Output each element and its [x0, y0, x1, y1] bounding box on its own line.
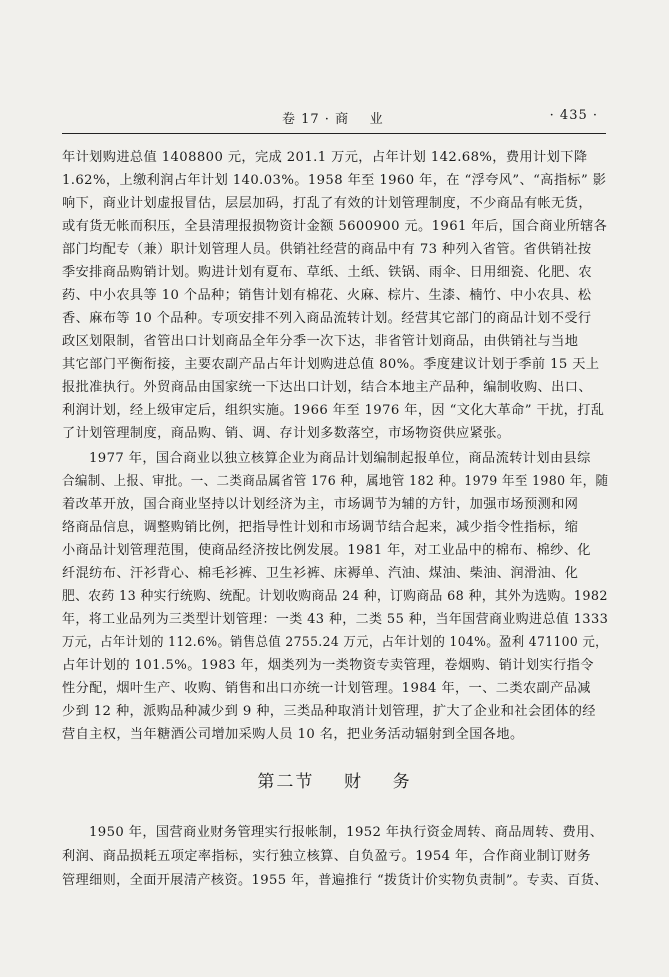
body-line: 肥、农药 13 种实行统购、统配。计划收购商品 24 种，订购商品 68 种，其外为选购。1982	[62, 589, 608, 604]
body-line: 着改革开放，国合商业坚持以计划经济为主，市场调节为辅的方针，加强市场预测和网	[62, 497, 579, 512]
body-line: 或有货无帐而积压，全县清理报损物资计金额 5600900 元。1961 年后，国合商业所辖各	[62, 219, 608, 234]
body-line: 药、中小农具等 10 个品种；销售计划有棉花、火麻、棕片、生漆、楠竹、中小农具、松	[62, 288, 592, 303]
page-number: · 435 ·	[549, 108, 598, 123]
body-line: 营自主权，当年糖酒公司增加采购人员 10 名，把业务活动辐射到全国各地。	[62, 727, 524, 742]
body-line: 占年计划的 101.5%。1983 年，烟类列为一类物资专卖管理，卷烟购、销计划实行指令	[62, 658, 594, 673]
section-heading: 第二节 财 务	[257, 772, 412, 792]
running-head	[64, 108, 604, 128]
running-title: 卷 17 · 商 业	[282, 112, 384, 127]
body-line: 香、麻布等 10 个品种。专项安排不列入商品流转计划。经营其它部门的商品计划不受行	[62, 311, 592, 326]
body-line: 合编制、上报、审批。一、二类商品属省管 176 种，属地管 182 种。1979 年至 1980 年，随	[62, 474, 609, 489]
body-line: 性分配，烟叶生产、收购、销售和出口亦统一计划管理。1984 年，一、二类农副产品减	[62, 681, 591, 696]
body-line: 管理细则，全面开展清产核资。1955 年，普遍推行 “拨货计价实物负责制”。专卖、百货、	[62, 873, 608, 888]
body-line: 响下，商业计划虚报冒估，层层加码，打乱了有效的计划管理制度，不少商品有帐无货，	[62, 196, 592, 211]
body-line: 年，将工业品列为三类型计划管理：一类 43 种，二类 55 种，当年国营商业购进总值 1333	[62, 612, 609, 627]
body-line: 利润计划，经上级审定后，组织实施。1966 年至 1976 年，因 “文化大革命” 干扰，打乱	[62, 403, 605, 418]
body-line: 万元，占年计划的 112.6%。销售总值 2755.24 万元，占年计划的 104%。盈利 471100 元，	[62, 635, 608, 650]
body-line: 1977 年，国合商业以独立核算企业为商品计划编制起报单位，商品流转计划由县综	[89, 451, 591, 466]
body-line: 政区划限制，省管出口计划商品全年分季一次下达，非省管计划商品，由供销社与当地	[62, 334, 579, 349]
body-line: 其它部门平衡衔接，主要农副产品占年计划购进总值 80%。季度建议计划于季前 15 天上	[62, 357, 600, 372]
body-line: 部门均配专（兼）职计划管理人员。供销社经营的商品中有 73 种列入省管。省供销社按	[62, 242, 592, 257]
header-rule	[62, 133, 606, 134]
body-line: 络商品信息，调整购销比例，把指导性计划和市场调节结合起来，减少指令性指标，缩	[62, 520, 579, 535]
body-line: 了计划管理制度，商品购、销、调、存计划多数落空，市场物资供应紧张。	[62, 426, 511, 441]
body-line: 纤混纺布、汗衫背心、棉毛衫裤、卫生衫裤、床褥单、汽油、煤油、柴油、润滑油、化	[62, 566, 579, 581]
body-line: 季安排商品购销计划。购进计划有夏布、草纸、土纸、铁锅、雨伞、日用细瓷、化肥、农	[62, 265, 592, 280]
body-line: 小商品计划管理范围，使商品经济按比例发展。1981 年，对工业品中的棉布、棉纱、化	[62, 543, 591, 558]
body-line: 少到 12 种，派购品种减少到 9 种，三类品种取消计划管理，扩大了企业和社会团体的经	[62, 704, 596, 719]
body-line: 1950 年，国营商业财务管理实行报帐制，1952 年执行资金周转、商品周转、费用、	[89, 825, 604, 840]
body-line: 1.62%，上缴利润占年计划 140.03%。1958 年至 1960 年，在 “浮夸风”、“高指标” 影	[62, 173, 607, 188]
body-line: 报批准执行。外贸商品由国家统一下达出口计划，结合本地主产品种，编制收购、出口、	[62, 380, 592, 395]
body-line: 利润、商品损耗五项定率指标，实行独立核算、自负盈亏。1954 年，合作商业制订财务	[62, 849, 591, 864]
body-line: 年计划购进总值 1408800 元，完成 201.1 万元，占年计划 142.68%，费用计划下降	[62, 150, 588, 165]
